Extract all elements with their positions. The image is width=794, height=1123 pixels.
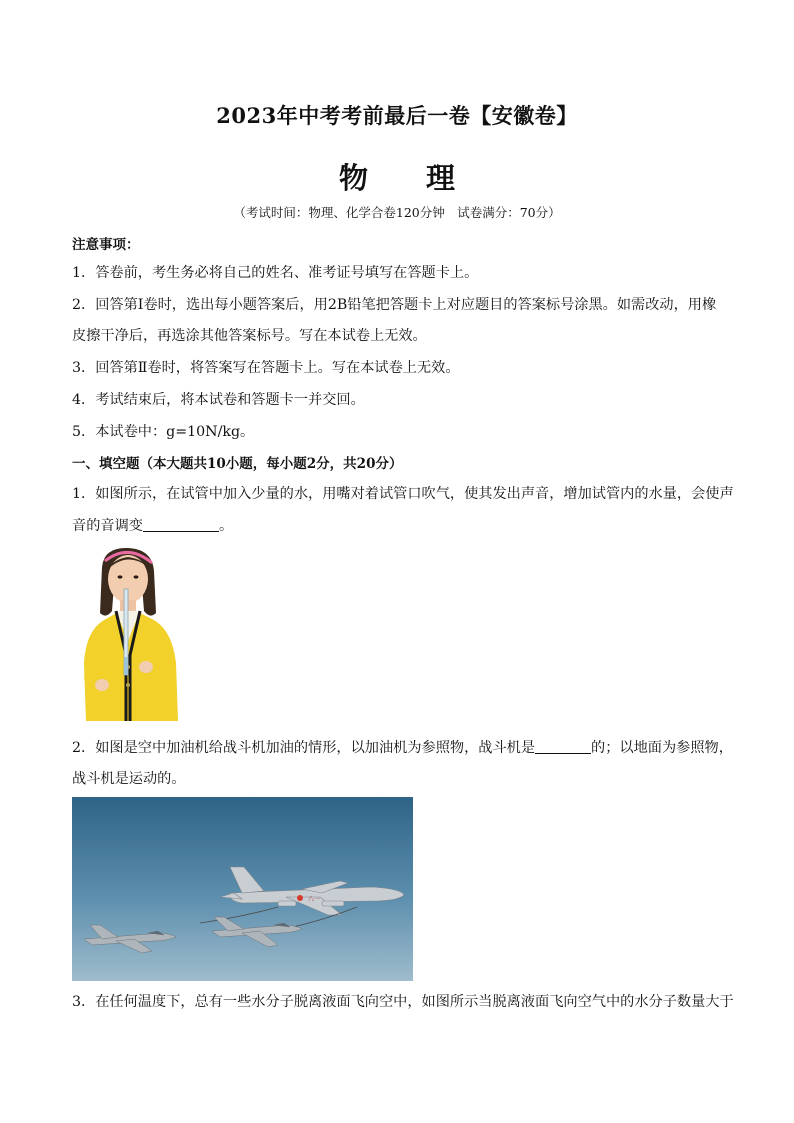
question-2-line-2: 战斗机是运动的。 — [72, 771, 186, 787]
notice-item: 5．本试卷中：g=10N/kg。 — [72, 424, 255, 440]
question-1-line-2 — [72, 515, 724, 535]
answer-blank — [143, 517, 219, 532]
exam-title: 2023年中考考前最后一卷【安徽卷】 — [216, 103, 578, 128]
notice-heading: 注意事项： — [72, 237, 140, 253]
question-2-text: 2．如图是空中加油机给战斗机加油的情形，以加油机为参照物，战斗机是 — [72, 740, 536, 756]
section-heading: 一、填空题（本大题共10小题，每小题2分，共20分） — [72, 456, 403, 472]
question-3-line-1: 3．在任何温度下，总有一些水分子脱离液面飞向空中，如图所示当脱离液面飞向空气中的水分子数量大于 — [72, 994, 734, 1010]
notice-item: 皮擦干净后，再选涂其他答案标号。写在本试卷上无效。 — [72, 328, 427, 344]
question-1-line-1: 1．如图所示，在试管中加入少量的水，用嘴对着试管口吹气，使其发出声音，增加试管内的水量，会使声 — [72, 486, 734, 502]
exam-info: （考试时间：物理、化学合卷120分钟 试卷满分：70分） — [233, 205, 561, 220]
question-2-line-1 — [72, 737, 733, 757]
notice-item: 4．考试结束后，将本试卷和答题卡一并交回。 — [72, 392, 365, 408]
question-1-text: 音的音调变 — [72, 518, 143, 534]
answer-blank — [535, 739, 591, 754]
notice-item: 3．回答第Ⅱ卷时，将答案写在答题卡上。写在本试卷上无效。 — [72, 360, 460, 376]
subject-title: 物理 — [338, 161, 513, 195]
question-1-end: 。 — [218, 518, 234, 534]
notice-item: 2．回答第Ⅰ卷时，选出每小题答案后，用2B铅笔把答题卡上对应题目的答案标号涂黑。如需改动，用橡 — [72, 297, 717, 313]
question-2-text-end: 的；以地面为参照物， — [591, 740, 733, 756]
notice-item: 1．答卷前，考生务必将自己的姓名、准考证号填写在答题卡上。 — [72, 265, 479, 281]
aerial-refueling-photo — [72, 797, 413, 981]
girl-blowing-test-tube-photo — [72, 545, 184, 721]
tanker-marking: 八一 — [308, 896, 321, 903]
